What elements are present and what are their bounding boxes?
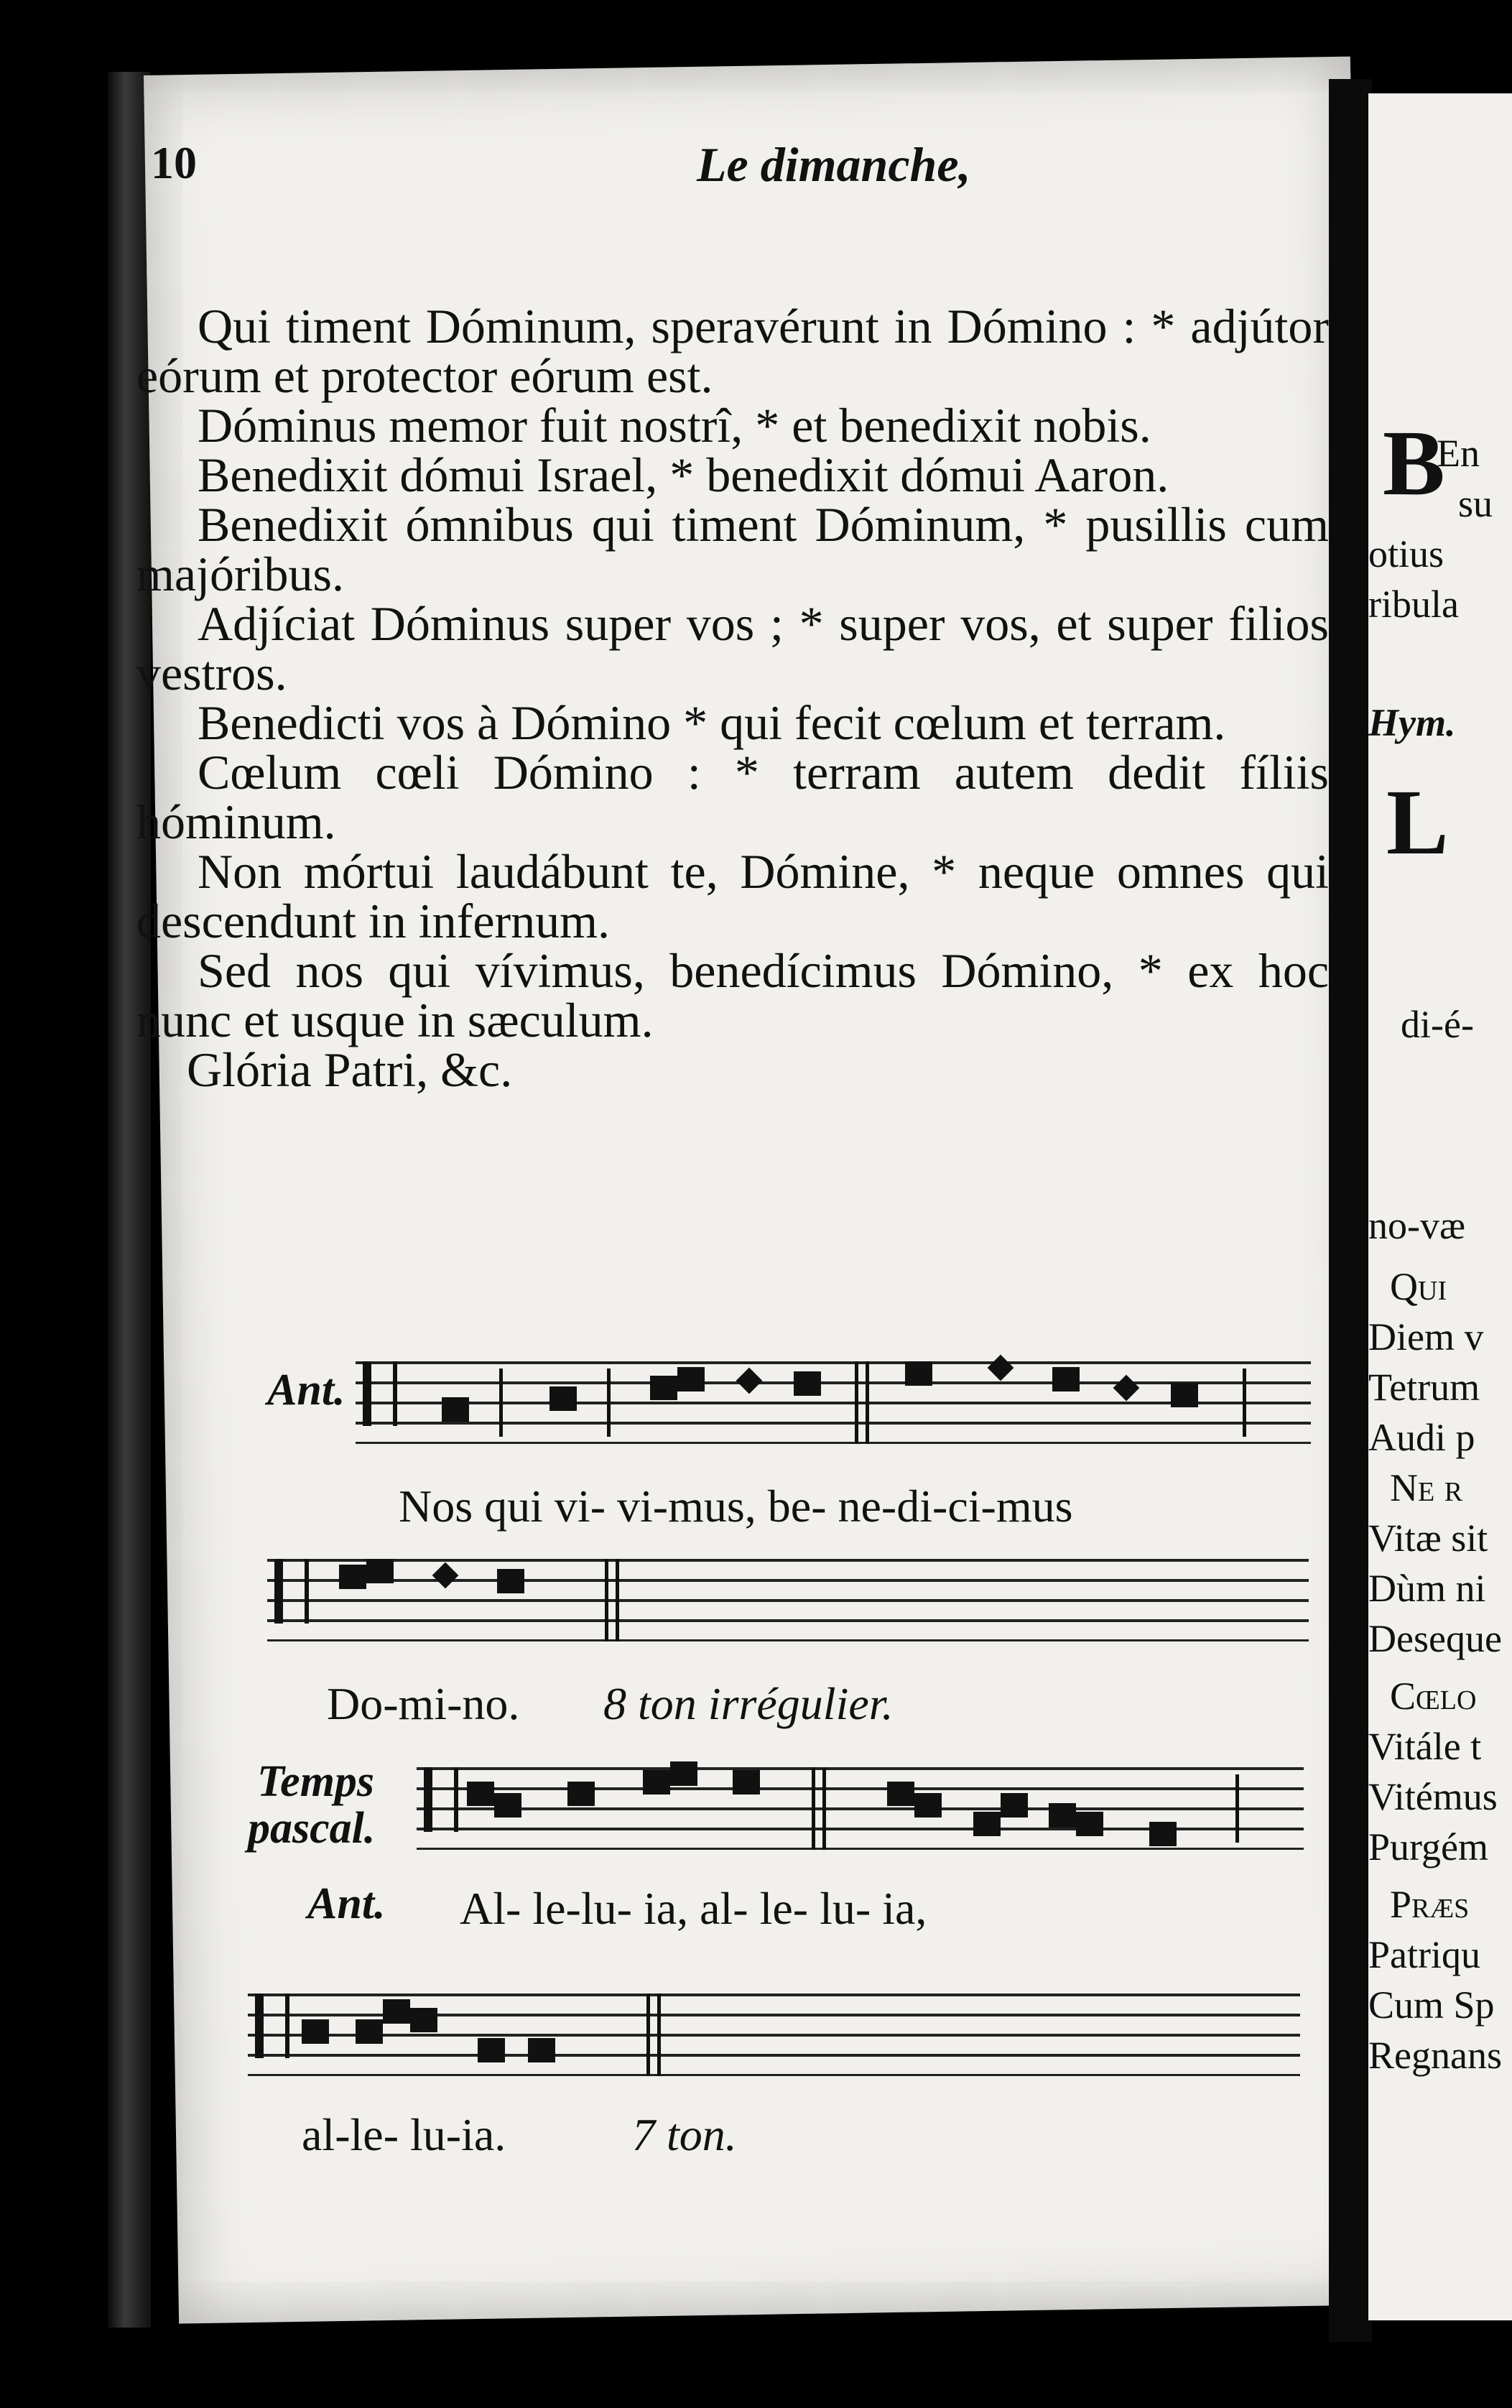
psalm-verse: Benedixit dómui Israel, * benedixit dómui Aaron. [198, 448, 1169, 502]
facing-line: Vitále t [1368, 1725, 1482, 1768]
chant-note [1171, 1383, 1198, 1407]
facing-line: di-é- [1401, 1003, 1474, 1046]
chant-note [442, 1397, 469, 1422]
chant-note [356, 2019, 383, 2044]
chant-note [494, 1793, 521, 1817]
chant-note [887, 1782, 914, 1806]
psalm-text [136, 299, 1329, 1097]
psalm-verse: Cœlum cœli Dómino : * terram autem dedit fíliis hóminum. [136, 745, 1329, 849]
chant-note [467, 1782, 494, 1806]
chant-note [410, 2008, 437, 2032]
double-bar [646, 1993, 661, 2076]
psalm-verse: Benedixit ómnibus qui timent Dóminum, * pusillis cum majóribus. [136, 497, 1329, 601]
facing-line: Tetrum [1368, 1366, 1480, 1409]
chant-note [366, 1559, 394, 1583]
chant-note [905, 1361, 932, 1386]
psalm-verse: Adjíciat Dóminus super vos ; * super vos, et super filios vestros. [136, 596, 1329, 700]
chant-note [670, 1761, 697, 1786]
chant-note [973, 1812, 1001, 1836]
double-bar [855, 1361, 869, 1444]
season-label: Temps [257, 1757, 375, 1806]
facing-line: Cœlo [1390, 1675, 1477, 1718]
chant-staff [417, 1767, 1304, 1850]
psalm-verse: Benedicti vos à Dómino * qui fecit cœlum et terram. [198, 695, 1226, 750]
facing-line: Dùm ni [1368, 1567, 1486, 1610]
quarter-bar [1243, 1369, 1246, 1437]
psalm-verse: Dóminus memor fuit nostrî, * et benedixit nobis. [198, 398, 1151, 453]
chant-note [1149, 1822, 1177, 1846]
facing-line: Præs [1390, 1883, 1470, 1926]
quarter-bar [1235, 1774, 1239, 1843]
chant-note [497, 1569, 524, 1593]
psalm-verse: Non mórtui laudábunt te, Dómine, * neque omnes qui descendunt in infernum. [136, 844, 1329, 948]
chant-note [528, 2038, 555, 2062]
chant-note [1001, 1793, 1028, 1817]
facing-line: Cum Sp [1368, 1983, 1495, 2027]
chant-note [1049, 1803, 1076, 1828]
quarter-bar [607, 1369, 611, 1437]
chant-staff [267, 1559, 1309, 1641]
facing-line: no-væ [1368, 1204, 1465, 1247]
gloria-patri: Glória Patri, &c. [187, 1042, 513, 1097]
double-bar [605, 1559, 619, 1641]
facing-line: su [1458, 482, 1493, 525]
chant-note [677, 1367, 705, 1391]
quarter-bar [499, 1369, 503, 1437]
chant-note [1052, 1367, 1080, 1391]
chant-lyrics: Al- le-lu- ia, al- le- lu- ia, [460, 1883, 927, 1934]
chant-note [1076, 1812, 1103, 1836]
chant-note [383, 1999, 410, 2024]
page-gutter [1329, 79, 1372, 2342]
chant-note [643, 1770, 670, 1795]
chant-note [339, 1565, 366, 1589]
facing-initial-b: B [1383, 412, 1445, 515]
do-clef [424, 1767, 458, 1832]
chant-note [733, 1770, 760, 1795]
facing-line: Patriqu [1368, 1933, 1480, 1976]
psalm-verse: Qui timent Dóminum, speravérunt in Dómino : * adjútor eórum et protector eórum est. [136, 299, 1329, 403]
chant-note [549, 1386, 577, 1411]
chant-lyrics: Do-mi-no. [327, 1678, 520, 1729]
page-header [151, 129, 1156, 208]
double-bar [812, 1767, 826, 1850]
facing-line: Diem v [1368, 1315, 1484, 1358]
facing-line: Qui [1390, 1265, 1447, 1308]
facing-line: Purgém [1368, 1825, 1489, 1868]
chant-rhombus [1113, 1375, 1140, 1402]
chant-rhombus [736, 1368, 763, 1394]
facing-line: Vitémus [1368, 1775, 1498, 1818]
facing-initial-l: L [1386, 771, 1449, 874]
facing-line: Vitæ sit [1368, 1516, 1488, 1560]
chant-staff [356, 1361, 1311, 1444]
facing-line: Audi p [1368, 1416, 1475, 1459]
antiphon-label: Ant. [267, 1366, 345, 1414]
do-clef [274, 1559, 309, 1624]
chant-note [914, 1793, 942, 1817]
facing-line: Ne r [1390, 1466, 1463, 1509]
chant-lyrics: al-le- lu-ia. [302, 2109, 506, 2160]
chant-note [478, 2038, 505, 2062]
chant-note [302, 2019, 329, 2044]
psalm-verse: Sed nos qui vívimus, benedícimus Dómino, * ex hoc nunc et usque in sæculum. [136, 943, 1329, 1047]
facing-line: ribula [1368, 583, 1459, 626]
chant-lyrics: Nos qui vi- vi-mus, be- ne-di-ci-mus [399, 1481, 1073, 1532]
facing-line: Regnans [1368, 2034, 1502, 2077]
chant-mode: 8 ton irrégulier. [603, 1678, 894, 1729]
facing-line: Deseque [1368, 1617, 1502, 1660]
running-title: Le dimanche, [697, 137, 971, 192]
facing-line: otius [1368, 532, 1444, 575]
chant-rhombus [432, 1562, 459, 1589]
antiphon-label: Ant. [307, 1879, 386, 1928]
do-clef [363, 1361, 397, 1426]
chant-note [794, 1371, 821, 1396]
page-number: 10 [151, 137, 197, 188]
season-label: pascal. [248, 1804, 376, 1853]
facing-hymn-label: Hym. [1368, 701, 1456, 744]
chant-note [650, 1376, 677, 1400]
chant-staff [248, 1993, 1300, 2076]
chant-note [567, 1782, 595, 1806]
chant-mode: 7 ton. [632, 2109, 737, 2160]
facing-page [1368, 93, 1512, 2320]
facing-line: En [1437, 432, 1480, 475]
do-clef [255, 1993, 289, 2058]
